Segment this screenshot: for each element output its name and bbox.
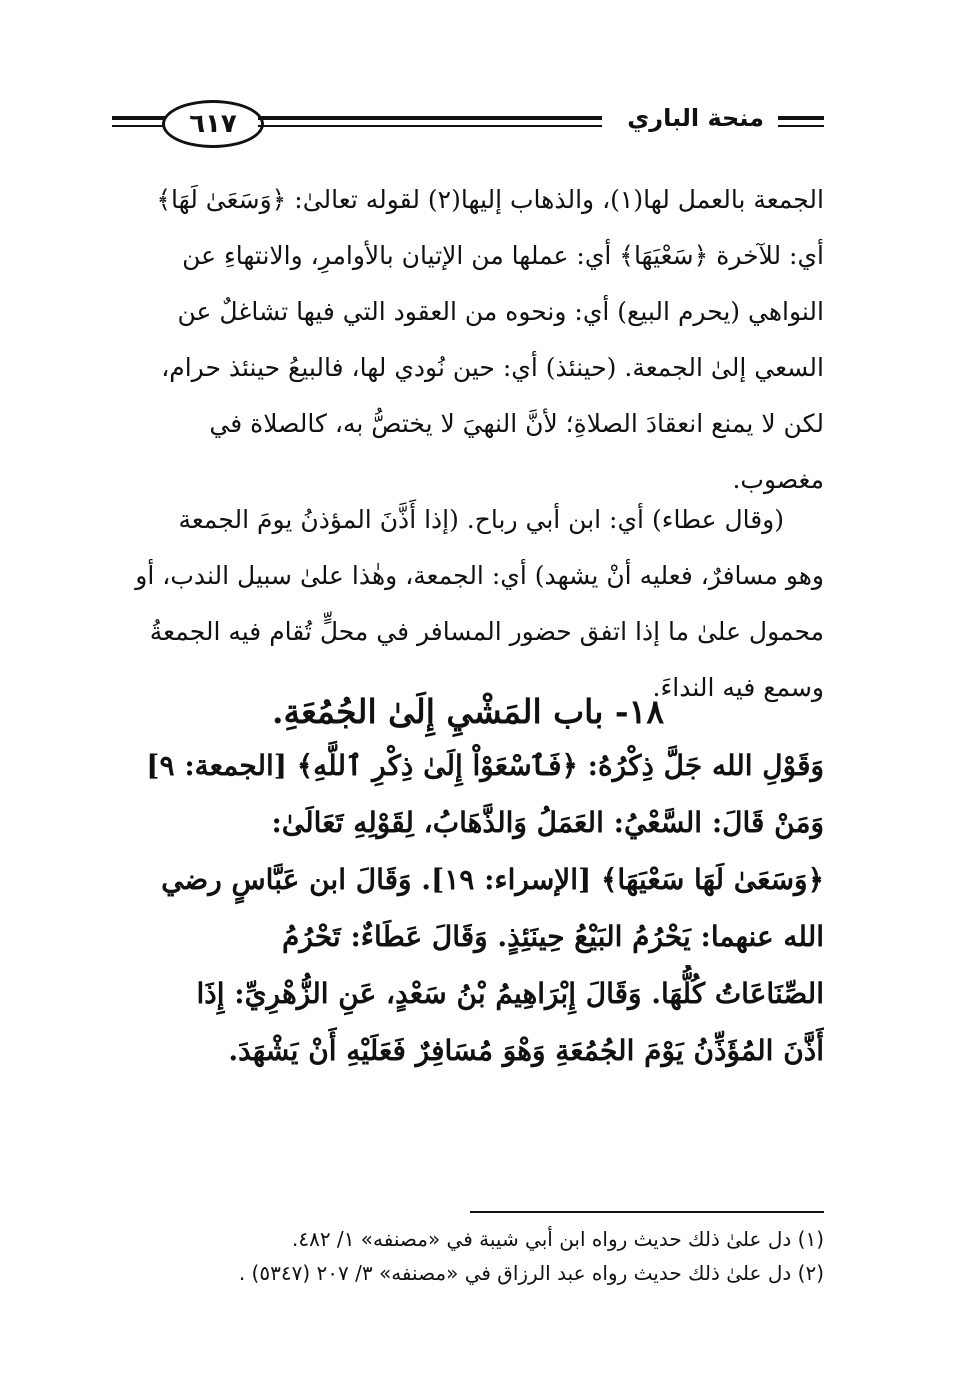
header-rule-right-bottom [778,125,824,127]
page-header [112,98,824,150]
footnote-separator [470,1211,824,1213]
text-line: محمول علىٰ ما إذا اتفق حضور المسافر في محلٍّ تُقام فيه الجمعةُ [149,617,824,646]
header-rule-middle-bottom [258,125,602,127]
text-line: لكن لا يمنع انعقادَ الصلاةِ؛ لأنَّ النهيَ لا يختصُّ به، كالصلاة في [209,409,824,438]
text-line: وهو مسافرٌ، فعليه أنْ يشهد) أي: الجمعة، وهٰذا علىٰ سبيل الندب، أو [135,561,824,590]
hadith-line: الصِّنَاعَاتُ كُلُّهَا. وَقَالَ إِبْرَاهِيمُ بْنُ سَعْدٍ، عَنِ الزُّهْرِيِّ: إِذَا [196,977,824,1010]
chapter-heading: ١٨- باب المَشْيِ إِلَىٰ الجُمُعَةِ. [271,692,665,731]
hadith-line: الله عنهما: يَحْرُمُ البَيْعُ حِينَئِذٍ. وَقَالَ عَطَاءٌ: تَحْرُمُ [282,920,824,953]
text-line: مغصوب. [732,465,824,494]
running-title: منحة الباري [627,104,764,132]
hadith-line: ﴿وَسَعَىٰ لَهَا سَعْيَهَا﴾ [الإسراء: ١٩]. وَقَالَ ابن عَبَّاسٍ رضي [161,863,824,896]
footnote-1: (١) دل علىٰ ذلك حديث رواه ابن أبي شيبة في «مصنفه» ١/ ٤٨٢. [291,1227,824,1251]
hadith-line: وَمَنْ قَالَ: السَّعْيُ: العَمَلُ وَالذَّهَابُ، لِقَوْلِهِ تَعَالَىٰ: [271,806,824,839]
text-line: (وقال عطاء) أي: ابن أبي رباح. (إذا أَذَّنَ المؤذنُ يومَ الجمعة [178,505,784,534]
text-line: وسمع فيه النداءَ. [652,673,824,702]
commentary-paragraph-1 [112,172,824,508]
commentary-paragraph-2 [112,492,824,716]
text-line: أي: للآخرة ﴿سَعْيَهَا﴾ أي: عملها من الإتيان بالأوامرِ، والانتهاءِ عن [182,241,824,270]
chapter-text [112,737,824,1079]
text-line: النواهي (يحرم البيع) أي: ونحوه من العقود التي فيها تشاغلٌ عن [177,297,824,326]
text-line: الجمعة بالعمل لها(١)، والذهاب إليها(٢) لقوله تعالىٰ: ﴿وَسَعَىٰ لَهَا﴾ [156,185,824,214]
text-line: السعي إلىٰ الجمعة. (حينئذ) أي: حين نُودي لها، فالبيعُ حينئذ حرام، [161,353,824,382]
hadith-line: وَقَوْلِ الله جَلَّ ذِكْرُهُ: ﴿فَٱسْعَوْاْ إِلَىٰ ذِكْرِ ٱللَّهِ﴾ [الجمعة: ٩] [146,749,824,782]
footnote-2: (٢) دل علىٰ ذلك حديث رواه عبد الرزاق في «مصنفه» ٣/ ٢٠٧ (٥٣٤٧) . [238,1261,824,1285]
hadith-line: أَذَّنَ المُؤَذِّنُ يَوْمَ الجُمُعَةِ وَهْوَ مُسَافِرٌ فَعَلَيْهِ أَنْ يَشْهَدَ. [228,1034,824,1067]
header-rule-middle-top [258,116,602,120]
header-rule-right-top [778,116,824,120]
page-number: ٦١٧ [162,100,264,148]
